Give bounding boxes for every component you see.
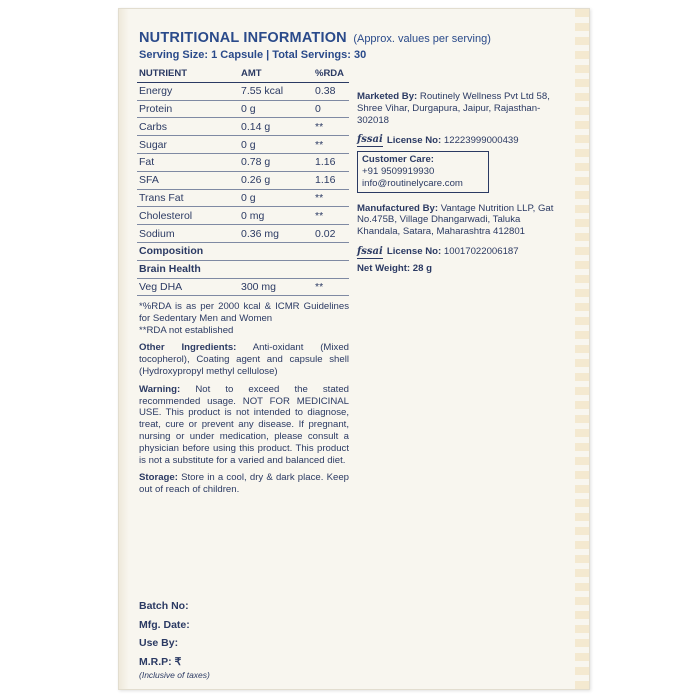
table-row	[137, 207, 349, 225]
section-label: Brain Health	[137, 260, 349, 278]
rda-cell: 0.02	[313, 225, 349, 243]
table-row	[137, 225, 349, 243]
rda-cell: **	[313, 207, 349, 225]
fssai-logo-icon: fssai	[357, 134, 383, 146]
nutrient-cell: Protein	[137, 100, 239, 118]
box-right-edge	[575, 9, 589, 689]
nutrient-cell: SFA	[137, 171, 239, 189]
product-box-panel	[118, 8, 590, 690]
manufactured-label: Manufactured By:	[357, 202, 439, 214]
title-note: (Approx. values per serving)	[353, 33, 491, 45]
amt-cell: 0.78 g	[239, 153, 313, 171]
rda-cell: **	[313, 136, 349, 154]
nutrient-cell: Sodium	[137, 225, 239, 243]
table-row	[137, 278, 349, 296]
table-row	[137, 189, 349, 207]
section-row	[137, 260, 349, 278]
mfg-date-label: Mfg. Date:	[139, 618, 190, 631]
nutrient-cell: Veg DHA	[137, 278, 239, 296]
column-header-nutrient: NUTRIENT	[137, 65, 239, 82]
net-weight: Net Weight: 28 g	[357, 262, 432, 274]
table-row	[137, 136, 349, 154]
page-title: NUTRITIONAL INFORMATION	[139, 30, 347, 46]
table-row	[137, 100, 349, 118]
column-header-amt: AMT	[239, 65, 313, 82]
customer-care-box	[357, 151, 489, 192]
nutrition-table	[137, 65, 349, 296]
amt-cell: 0.26 g	[239, 171, 313, 189]
table-header-row	[137, 65, 349, 82]
table-row	[137, 82, 349, 100]
table-row	[137, 171, 349, 189]
license-number: 10017022006187	[443, 246, 519, 258]
ingredients-paragraph	[139, 342, 349, 377]
composition-row	[137, 242, 349, 260]
amt-cell: 0.14 g	[239, 118, 313, 136]
marketed-text: Routinely Wellness Pvt Ltd 58, Shree Vihar, Durgapura, Jaipur, Rajasthan-302018	[357, 91, 550, 126]
fssai-license-row	[357, 246, 562, 259]
nutrient-cell: Cholesterol	[137, 207, 239, 225]
title-row	[139, 29, 579, 47]
rda-cell: **	[313, 118, 349, 136]
amt-cell: 0.36 mg	[239, 225, 313, 243]
inclusive-of-taxes: (Inclusive of taxes)	[139, 670, 210, 680]
rda-cell: 1.16	[313, 153, 349, 171]
rda-cell: **	[313, 189, 349, 207]
rda-cell: **	[313, 278, 349, 296]
storage-label: Storage:	[139, 472, 178, 484]
amt-cell: 0 mg	[239, 207, 313, 225]
nutrient-cell: Sugar	[137, 136, 239, 154]
storage-text: Store in a cool, dry & dark place. Keep out of reach of children.	[139, 472, 349, 496]
manufactured-text: Vantage Nutrition LLP, Gat No.475B, Village Dhangarwadi, Taluka Khandala, Satara, Maharashtra 412801	[357, 202, 554, 238]
nutrient-cell: Energy	[137, 82, 239, 100]
marketed-by	[357, 91, 562, 126]
box-left-edge	[119, 9, 129, 689]
rda-cell: 0	[313, 100, 349, 118]
column-header-rda: %RDA	[313, 65, 349, 82]
use-by-label: Use By:	[139, 637, 179, 649]
rda-note: *%RDA is as per 2000 kcal & ICMR Guidelines for Sedentary Men and Women	[139, 301, 349, 324]
marketed-label: Marketed By:	[357, 91, 418, 102]
manufactured-by	[357, 203, 562, 238]
care-label: Customer Care:	[362, 154, 434, 166]
fssai-logo-icon: fssai	[357, 245, 383, 257]
serving-info: Serving Size: 1 Capsule | Total Servings: 30	[139, 49, 367, 61]
license-number: 12223999000439	[443, 134, 519, 146]
care-email: info@routinelycare.com	[362, 177, 463, 189]
amt-cell: 300 mg	[239, 278, 313, 296]
batch-info	[139, 597, 210, 680]
nutrient-cell: Fat	[137, 153, 239, 171]
fssai-license-row	[357, 134, 562, 147]
company-info-column	[357, 91, 562, 275]
nutrient-cell: Trans Fat	[137, 189, 239, 207]
ingredients-label: Other Ingredients:	[139, 342, 237, 354]
batch-no-label: Batch No:	[139, 600, 189, 612]
storage-paragraph	[139, 472, 349, 496]
warning-text: Not to exceed the stated recommended usage. NOT FOR MEDICINAL USE. This product is not intended to diagnose, treat, cure or prevent any disease. If pregnant, nursing or under medication, please consult a physician before using this product. This product is not a substitute for a varied and balanced diet.	[139, 383, 349, 466]
license-label: License No:	[386, 134, 442, 146]
table-row	[137, 153, 349, 171]
amt-cell: 0 g	[239, 189, 313, 207]
notes-column	[139, 301, 349, 502]
warning-paragraph	[139, 384, 349, 467]
amt-cell: 0 g	[239, 100, 313, 118]
mrp-label: M.R.P: ₹	[139, 655, 182, 668]
rda-cell: 0.38	[313, 82, 349, 100]
rda-cell: 1.16	[313, 171, 349, 189]
ingredients-text: Anti-oxidant (Mixed tocopherol), Coating agent and capsule shell (Hydroxypropyl methyl cellulose)	[139, 342, 350, 377]
care-phone: +91 9509919930	[362, 165, 435, 177]
rda-not-established: **RDA not established	[139, 324, 234, 336]
warning-label: Warning:	[139, 383, 181, 395]
license-label: License No:	[386, 246, 442, 258]
nutrient-cell: Carbs	[137, 118, 239, 136]
composition-label: Composition	[137, 242, 349, 260]
table-row	[137, 118, 349, 136]
amt-cell: 7.55 kcal	[239, 82, 313, 100]
amt-cell: 0 g	[239, 136, 313, 154]
